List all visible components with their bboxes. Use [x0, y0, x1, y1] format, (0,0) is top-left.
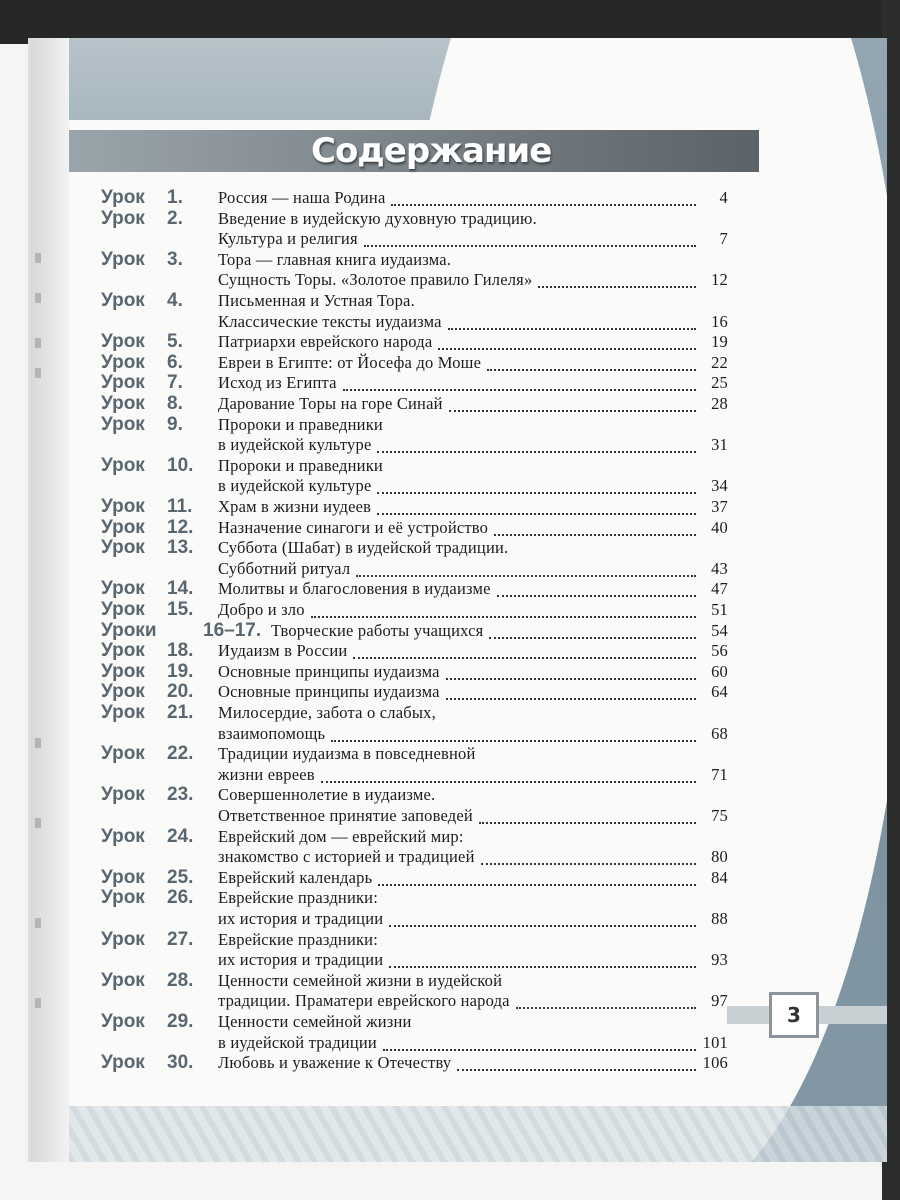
lesson-prefix: Урок: [101, 187, 145, 208]
lesson-label: [101, 456, 193, 476]
lesson-label: [101, 188, 183, 208]
lesson-title-text: в иудейской культуре: [218, 476, 372, 496]
toc-line-final: [218, 1033, 728, 1053]
toc-entry[interactable]: [101, 394, 731, 415]
dot-leader: [377, 499, 696, 515]
toc-line: [218, 888, 728, 908]
toc-entry[interactable]: [101, 291, 731, 332]
lesson-label: [101, 332, 183, 352]
dot-leader: [331, 726, 696, 742]
dot-leader: [438, 334, 696, 350]
dot-leader: [538, 272, 696, 288]
lesson-page-number: 7: [719, 229, 728, 249]
toc-entry[interactable]: [101, 785, 731, 826]
toc-entry[interactable]: [101, 209, 731, 250]
lesson-prefix: Урок: [101, 248, 145, 270]
toc-entry[interactable]: [101, 662, 731, 683]
dot-leader: [446, 684, 696, 700]
lesson-number: 28.: [167, 969, 194, 991]
toc-entry[interactable]: [101, 744, 731, 785]
lesson-page-number: 4: [719, 188, 728, 207]
lesson-number: 15.: [167, 599, 194, 620]
lesson-title-text: Иудаизм в России: [218, 641, 348, 661]
lesson-title-text: Добро и зло: [218, 600, 305, 619]
toc-entry[interactable]: [101, 641, 731, 662]
lesson-number: 29.: [167, 1011, 194, 1032]
lesson-prefix: Урок: [101, 578, 145, 600]
lesson-number: 14.: [167, 578, 194, 600]
lesson-prefix: Урок: [101, 496, 145, 517]
toc-line: [218, 415, 728, 435]
lesson-title-text: Пророки и праведники: [218, 414, 383, 434]
toc-line: [218, 785, 728, 805]
lesson-page-number: 43: [711, 558, 728, 578]
lesson-number: 8.: [167, 393, 183, 414]
lesson-title-text: Храм в жизни иудеев: [218, 497, 372, 516]
lesson-title-text: Введение в иудейскую духовную традицию.: [218, 208, 537, 228]
lesson-title-text: Суббота (Шабат) в иудейской традиции.: [218, 538, 509, 558]
lesson-prefix: Урок: [101, 537, 145, 559]
lesson-page-number: 71: [711, 764, 728, 784]
lesson-label: [101, 621, 261, 641]
lesson-page-number: 60: [711, 661, 728, 681]
toc-line-final: [218, 682, 728, 702]
toc-entry[interactable]: [101, 415, 731, 456]
lesson-label: [101, 641, 193, 661]
lesson-number: 4.: [167, 290, 183, 311]
lesson-prefix: Урок: [101, 887, 145, 909]
toc-entry[interactable]: [101, 538, 731, 579]
table-of-contents: [31, 38, 887, 1162]
toc-line-final: [218, 868, 728, 888]
toc-line-final: [218, 229, 728, 249]
dot-leader: [343, 375, 696, 391]
page-title: Содержание: [311, 131, 552, 171]
lesson-number: 18.: [167, 640, 194, 662]
lesson-prefix: Урок: [101, 1052, 145, 1074]
lesson-page-number: 75: [711, 805, 728, 825]
toc-line: [218, 971, 728, 991]
book-page: [28, 38, 887, 1162]
lesson-page-number: 28: [711, 394, 728, 413]
lesson-page-number: 47: [711, 579, 728, 599]
lesson-page-number: 16: [711, 311, 728, 331]
lesson-title-text: Основные принципы иудаизма: [218, 661, 440, 681]
dot-leader: [449, 396, 696, 412]
toc-line-final: [218, 373, 728, 393]
toc-line-final: [218, 724, 728, 744]
lesson-label: [101, 518, 193, 538]
toc-entry[interactable]: [101, 373, 731, 394]
toc-entry[interactable]: [101, 332, 731, 353]
lesson-title-text: Субботний ритуал: [218, 558, 351, 578]
dot-leader: [378, 870, 696, 886]
lesson-title-text: Исход из Египта: [218, 373, 337, 393]
dot-leader: [494, 520, 696, 536]
lesson-number: 22.: [167, 743, 194, 765]
toc-line-final: [271, 621, 728, 641]
dot-leader: [487, 355, 696, 371]
toc-line: [218, 538, 728, 558]
lesson-page-number: 68: [711, 723, 728, 743]
lesson-number: 6.: [167, 351, 183, 373]
toc-entry[interactable]: [101, 1012, 731, 1053]
toc-line-final: [218, 662, 728, 682]
lesson-label: [101, 662, 193, 682]
lesson-page-number: 84: [711, 867, 728, 887]
toc-line-final: [218, 394, 728, 414]
toc-line-final: [218, 476, 728, 496]
lesson-page-number: 93: [711, 950, 728, 970]
dot-leader: [389, 952, 696, 968]
toc-entry[interactable]: [101, 888, 731, 929]
toc-entry[interactable]: [101, 971, 731, 1012]
lesson-page-number: 54: [711, 620, 728, 640]
lesson-title-text: Патриархи еврейского народа: [218, 332, 433, 352]
lesson-prefix: Урок: [101, 743, 145, 765]
lesson-title-text: Еврейский календарь: [218, 867, 373, 887]
lesson-prefix: Урок: [101, 516, 145, 538]
lesson-label: [101, 291, 183, 311]
toc-line-final: [218, 312, 728, 332]
lesson-title-text: Россия — наша Родина: [218, 188, 386, 207]
lesson-prefix: Урок: [101, 599, 145, 620]
lesson-page-number: 37: [711, 497, 728, 516]
dot-leader: [516, 993, 696, 1009]
lesson-label: [101, 868, 193, 888]
lesson-page-number: 97: [711, 991, 728, 1011]
lesson-label: [101, 538, 193, 558]
lesson-title-text: Ценности семейной жизни: [218, 1012, 412, 1031]
lesson-label: [101, 1053, 193, 1073]
lesson-prefix: Урок: [101, 393, 145, 414]
toc-line-final: [218, 579, 728, 599]
lesson-number: 21.: [167, 702, 194, 723]
lesson-page-number: 56: [711, 641, 728, 661]
toc-line-final: [218, 497, 728, 517]
toc-line-final: [218, 641, 728, 661]
lesson-title-text: Письменная и Устная Тора.: [218, 291, 415, 310]
lesson-label: [101, 353, 183, 373]
dot-leader: [353, 643, 696, 659]
toc-line-final: [218, 270, 728, 290]
lesson-title-text: Совершеннолетие в иудаизме.: [218, 785, 436, 805]
lesson-title-text: Любовь и уважение к Отечеству: [218, 1053, 452, 1073]
lesson-number: 26.: [167, 887, 194, 909]
lesson-page-number: 80: [711, 847, 728, 867]
lesson-title-text: Традиции иудаизма в повседневной: [218, 744, 476, 764]
lesson-number: 24.: [167, 825, 194, 847]
toc-entry[interactable]: [101, 1053, 731, 1074]
lesson-label: [101, 888, 193, 908]
lesson-number: 2.: [167, 207, 183, 229]
lesson-label: [101, 682, 193, 702]
lesson-prefix: Урок: [101, 207, 145, 229]
lesson-prefix: Урок: [101, 454, 145, 476]
toc-line-final: [218, 950, 728, 970]
lesson-title-text: Еврейский дом — еврейский мир:: [218, 826, 464, 846]
dot-leader: [389, 911, 696, 927]
page-number: 3: [769, 992, 819, 1038]
toc-line: [218, 744, 728, 764]
lesson-title-text: Ответственное принятие заповедей: [218, 805, 473, 825]
toc-entry[interactable]: [101, 827, 731, 868]
dot-leader: [377, 478, 696, 494]
toc-line: [218, 930, 728, 950]
toc-entry[interactable]: [101, 579, 731, 600]
lesson-label: [101, 394, 183, 414]
toc-line: [218, 456, 728, 476]
dot-leader: [321, 767, 696, 783]
toc-line-final: [218, 847, 728, 867]
lesson-page-number: 31: [711, 435, 728, 455]
toc-entry[interactable]: [101, 353, 731, 374]
lesson-title-text: их история и традиции: [218, 908, 384, 928]
lesson-prefix: Урок: [101, 413, 145, 435]
lesson-page-number: 34: [711, 476, 728, 496]
lesson-title-text: Сущность Торы. «Золотое правило Гилеля»: [218, 270, 533, 290]
lesson-number: 23.: [167, 784, 194, 806]
lesson-prefix: Урок: [101, 784, 145, 806]
lesson-page-number: 12: [711, 270, 728, 290]
lesson-prefix: Урок: [101, 372, 145, 394]
dot-leader: [311, 602, 696, 618]
toc-line-final: [218, 600, 728, 620]
toc-line-final: [218, 188, 728, 208]
lesson-title-text: в иудейской культуре: [218, 435, 372, 455]
toc-line-final: [218, 1053, 728, 1073]
toc-line: [218, 827, 728, 847]
lesson-page-number: 64: [711, 682, 728, 702]
dot-leader: [479, 808, 696, 824]
dot-leader: [391, 190, 696, 206]
lesson-prefix: Урок: [101, 331, 145, 353]
toc-entry[interactable]: [101, 600, 731, 621]
toc-entry[interactable]: [101, 621, 731, 642]
dot-leader: [481, 849, 696, 865]
lesson-title-text: знакомство с историей и традицией: [218, 847, 475, 867]
lesson-page-number: 51: [711, 600, 728, 619]
lesson-label: [101, 579, 193, 599]
dot-leader: [364, 231, 696, 247]
lesson-title-text: Основные принципы иудаизма: [218, 682, 440, 702]
lesson-title-text: традиции. Праматери еврейского народа: [218, 991, 510, 1011]
lesson-label: [101, 250, 183, 270]
toc-line: [218, 703, 728, 723]
dot-leader: [377, 437, 696, 453]
lesson-title-text: Милосердие, забота о слабых,: [218, 703, 436, 722]
lesson-title-text: Ценности семейной жизни в иудейской: [218, 970, 503, 990]
toc-line-final: [218, 353, 728, 373]
lesson-title-text: Еврейские праздники:: [218, 929, 379, 949]
lesson-label: [101, 1012, 193, 1032]
lesson-prefix: Урок: [101, 681, 145, 703]
lesson-prefix: Урок: [101, 969, 145, 991]
lesson-title-text: Назначение синагоги и её устройство: [218, 517, 489, 537]
toc-entry[interactable]: [101, 703, 731, 744]
lesson-number: 27.: [167, 928, 194, 950]
toc-line-final: [218, 435, 728, 455]
toc-entry[interactable]: [101, 930, 731, 971]
lesson-title-text: жизни евреев: [218, 764, 315, 784]
lesson-prefix: Урок: [101, 660, 145, 682]
dot-leader: [457, 1055, 696, 1071]
lesson-title-text: Творческие работы учащихся: [271, 620, 484, 640]
toc-entry[interactable]: [101, 250, 731, 291]
lesson-title-text: Евреи в Египте: от Йосефа до Моше: [218, 352, 482, 372]
toc-line-final: [218, 765, 728, 785]
lesson-number: 3.: [167, 248, 183, 270]
lesson-title-text: в иудейской традиции: [218, 1032, 377, 1052]
lesson-number: 25.: [167, 866, 194, 888]
lesson-prefix: Урок: [101, 290, 145, 311]
toc-entry[interactable]: [101, 188, 731, 209]
lesson-prefix: Урок: [101, 640, 145, 662]
toc-line-final: [218, 518, 728, 538]
lesson-prefix: Урок: [101, 1011, 145, 1032]
toc-line-final: [218, 559, 728, 579]
lesson-title-text: Еврейские праздники:: [218, 888, 379, 908]
lesson-page-number: 19: [711, 332, 728, 352]
lesson-title-text: Культура и религия: [218, 229, 358, 249]
toc-line-final: [218, 332, 728, 352]
lesson-prefix: Урок: [101, 702, 145, 723]
lesson-number: 20.: [167, 681, 194, 703]
lesson-title-text: их история и традиции: [218, 950, 384, 970]
lesson-label: [101, 497, 192, 517]
lesson-label: [101, 373, 183, 393]
dot-leader: [497, 581, 696, 597]
lesson-prefix: Урок: [101, 825, 145, 847]
toc-line-final: [218, 806, 728, 826]
lesson-page-number: 101: [702, 1032, 728, 1052]
lesson-label: [101, 785, 193, 805]
lesson-page-number: 88: [711, 908, 728, 928]
toc-entry[interactable]: [101, 868, 731, 889]
lesson-number: 7.: [167, 372, 183, 394]
dot-leader: [383, 1035, 696, 1051]
dot-leader: [446, 664, 696, 680]
toc-line: [218, 1012, 728, 1032]
lesson-number: 30.: [167, 1052, 194, 1074]
lesson-number: 16–17.: [203, 619, 262, 641]
toc-line: [218, 250, 728, 270]
lesson-number: 10.: [167, 454, 194, 476]
lesson-title-text: Дарование Торы на горе Синай: [218, 394, 443, 413]
lesson-number: 11.: [167, 496, 193, 517]
lesson-label: [101, 600, 193, 620]
lesson-label: [101, 209, 183, 229]
lesson-title-text: Молитвы и благословения в иудаизме: [218, 579, 491, 599]
lesson-page-number: 22: [711, 352, 728, 372]
lesson-page-number: 106: [702, 1053, 728, 1073]
toc-line-final: [218, 909, 728, 929]
lesson-title-text: Пророки и праведники: [218, 455, 383, 475]
lesson-number: 5.: [167, 331, 183, 353]
toc-entry[interactable]: [101, 518, 731, 539]
lesson-page-number: 40: [711, 517, 728, 537]
toc-line: [218, 209, 728, 229]
lesson-prefix: Урок: [101, 351, 145, 373]
lesson-label: [101, 703, 193, 723]
lesson-prefix: Урок: [101, 928, 145, 950]
lesson-label: [101, 971, 193, 991]
lesson-title-text: Классические тексты иудаизма: [218, 311, 442, 331]
lesson-number: 9.: [167, 413, 183, 435]
toc-entry[interactable]: [101, 456, 731, 497]
toc-entry[interactable]: [101, 682, 731, 703]
lesson-title-text: Тора — главная книга иудаизма.: [218, 249, 452, 269]
lesson-label: [101, 827, 193, 847]
lesson-label: [101, 744, 193, 764]
dot-leader: [356, 561, 696, 577]
lesson-number: 1.: [167, 187, 183, 208]
lesson-label: [101, 415, 183, 435]
lesson-number: 19.: [167, 660, 194, 682]
toc-line-final: [218, 991, 728, 1011]
dot-leader: [489, 623, 696, 639]
toc-entry[interactable]: [101, 497, 731, 518]
lesson-title-text: взаимопомощь: [218, 723, 326, 743]
lesson-page-number: 25: [711, 373, 728, 393]
lesson-number: 12.: [167, 516, 194, 538]
lesson-prefix: Уроки: [101, 619, 157, 641]
lesson-number: 13.: [167, 537, 194, 559]
lesson-prefix: Урок: [101, 866, 145, 888]
lesson-label: [101, 930, 193, 950]
toc-line: [218, 291, 728, 311]
dot-leader: [448, 314, 696, 330]
